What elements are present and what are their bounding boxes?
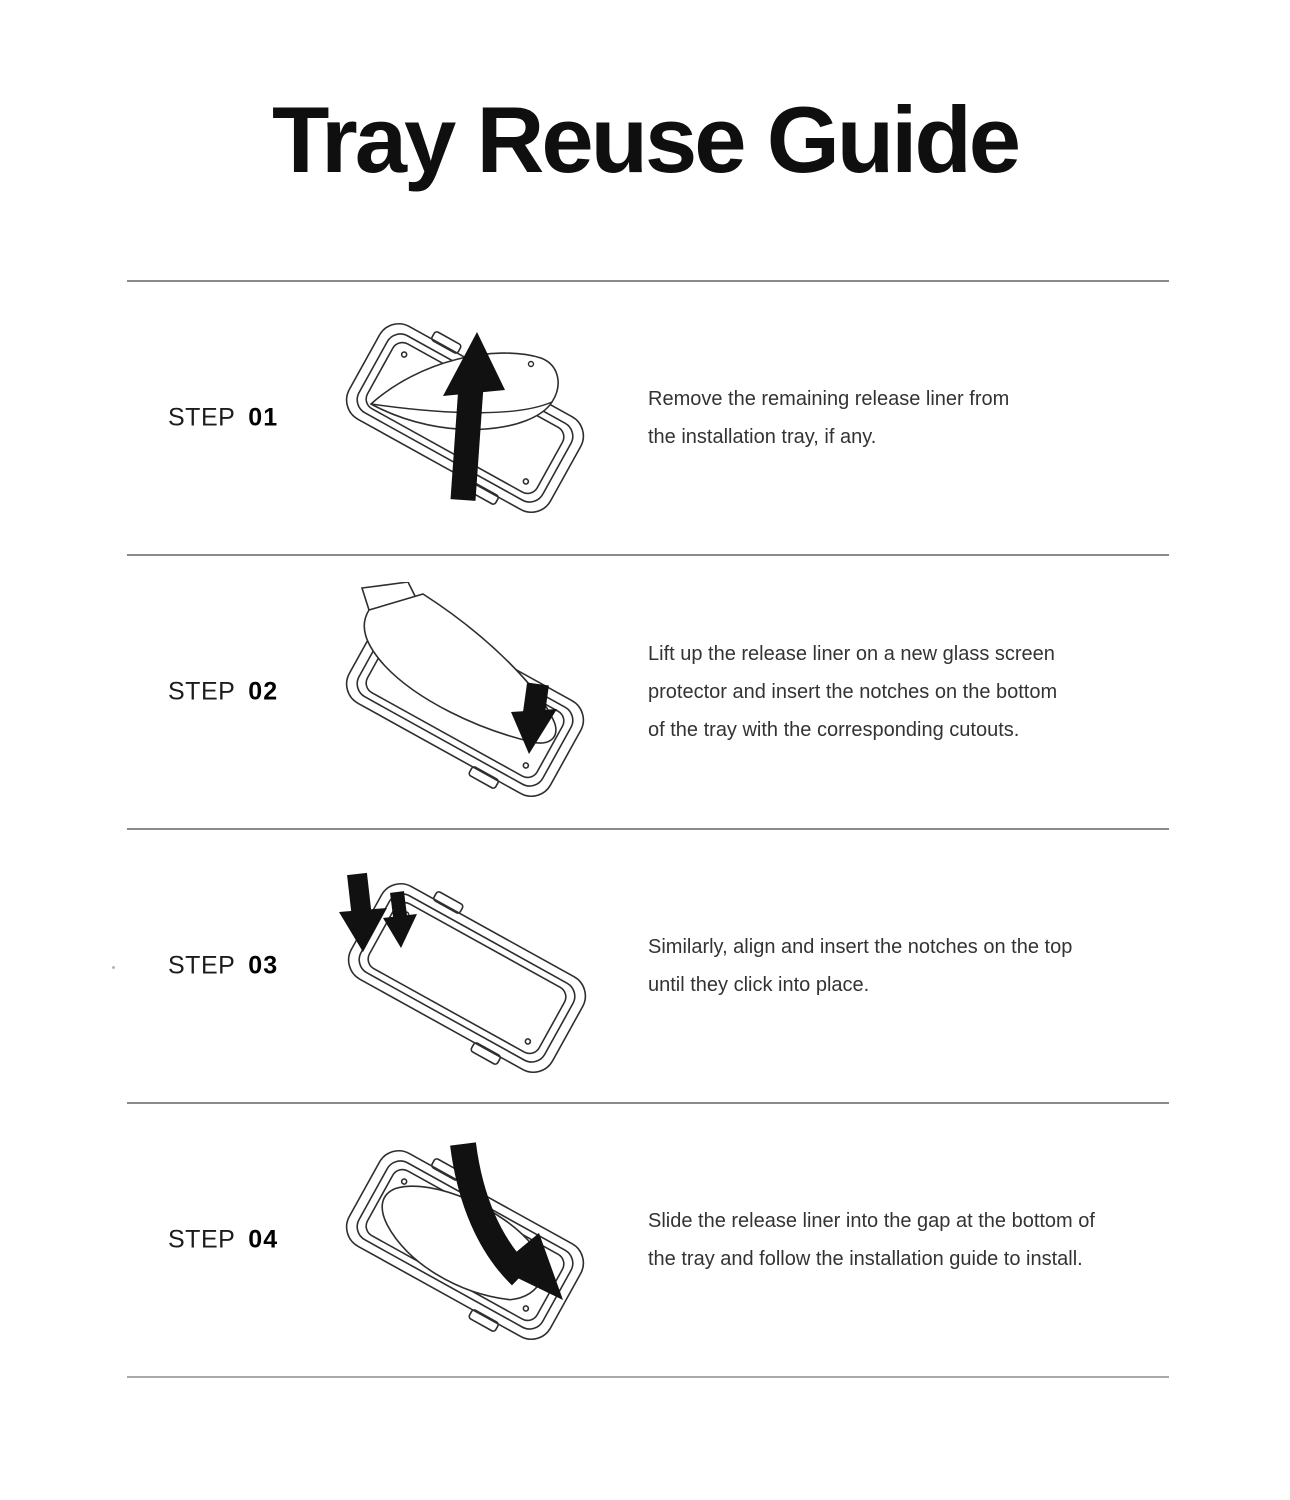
step-section-01 [0, 282, 1290, 554]
step-01-illustration [305, 308, 625, 528]
step-word: STEP [168, 677, 236, 706]
tray-slide-liner-curved-arrow-icon [305, 1130, 625, 1350]
stray-print-dot [112, 966, 115, 969]
page-title: Tray Reuse Guide [271, 87, 1019, 192]
installation-tray-outline [336, 868, 597, 1076]
tray-liner-peel-up-arrow-icon [305, 308, 625, 528]
step-section-04 [0, 1104, 1290, 1376]
description-line: protector and insert the notches on the bottom [648, 681, 1058, 703]
description-line: Remove the remaining release liner from [648, 388, 1010, 410]
step-section-02 [0, 556, 1290, 828]
step-word: STEP [168, 403, 236, 432]
step-section-03 [0, 830, 1290, 1102]
tray-insert-liner-down-arrow-icon [305, 582, 625, 802]
description-line: Lift up the release liner on a new glass screen [648, 643, 1055, 665]
step-word: STEP [168, 1225, 236, 1254]
step-02-label [168, 678, 278, 707]
step-number: 04 [248, 1225, 279, 1254]
description-line: Slide the release liner into the gap at the bottom of [648, 1210, 1095, 1232]
step-02-illustration [305, 582, 625, 802]
description-line: the installation tray, if any. [648, 426, 877, 448]
step-01-label [168, 404, 278, 433]
step-number: 03 [248, 951, 279, 980]
description-line: Similarly, align and insert the notches on the top [648, 936, 1073, 958]
step-03-illustration [305, 856, 625, 1076]
step-04-description [648, 1202, 1095, 1278]
step-word: STEP [168, 951, 236, 980]
step-02-description [648, 635, 1057, 749]
description-line: of the tray with the corresponding cutouts. [648, 719, 1020, 741]
tray-align-notches-double-down-arrow-icon [305, 856, 625, 1076]
step-03-description [648, 928, 1072, 1004]
step-number: 02 [248, 677, 279, 706]
step-03-label [168, 952, 278, 981]
step-number: 01 [248, 403, 279, 432]
description-line: the tray and follow the installation guide to install. [648, 1248, 1083, 1270]
header [0, 0, 1290, 280]
step-04-illustration [305, 1130, 625, 1350]
step-04-label [168, 1226, 278, 1255]
step-01-description [648, 380, 1009, 456]
section-divider [127, 1376, 1169, 1378]
description-line: until they click into place. [648, 974, 870, 996]
